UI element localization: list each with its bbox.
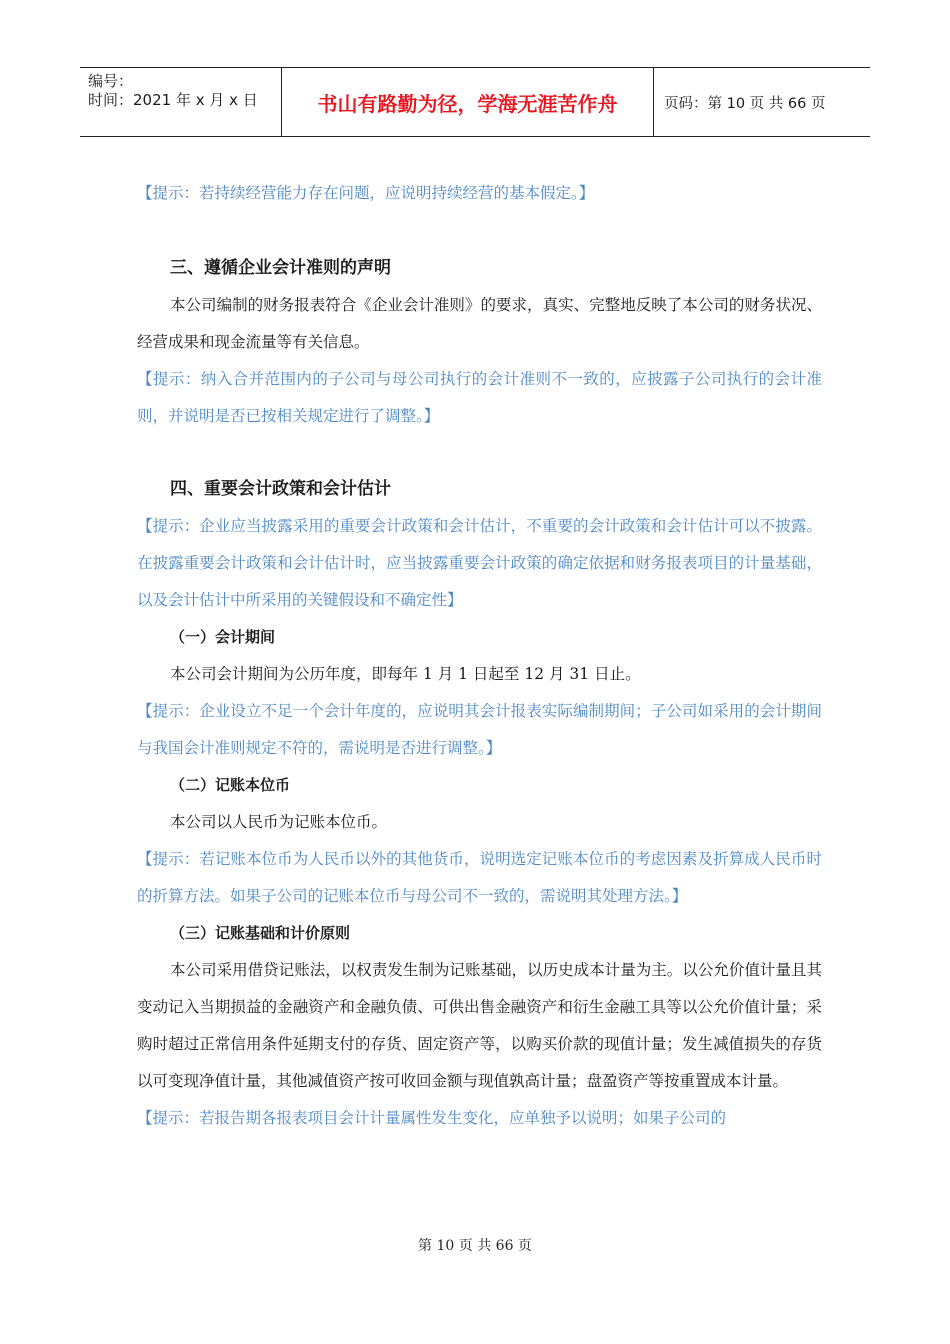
document-header [80, 67, 870, 137]
subsection-1-text: 本公司会计期间为公历年度，即每年 1 月 1 日起至 12 月 31 日止。 [170, 665, 641, 683]
section-3-title: 三、遵循企业会计准则的声明 [170, 258, 391, 278]
section-3-text: 本公司编制的财务报表符合《企业会计准则》的要求，真实、完整地反映了本公司的财务状况、经营成果和现金流量等有关信息。 [137, 296, 822, 351]
subsection-3-title: （三）记账基础和计价原则 [170, 924, 351, 942]
section-4-hint: 【提示：企业应当披露采用的重要会计政策和会计估计，不重要的会计政策和会计估计可以不披露。在披露重要会计政策和会计估计时，应当披露重要会计政策的确定依据和财务报表项目的计量基础，以及会计估计中所采用的关键假设和不确定性】 [137, 517, 822, 609]
header-page-number: 页码：第 10 页 共 66 页 [664, 95, 826, 112]
hint-going-concern: 【提示：若持续经营能力存在问题，应说明持续经营的基本假定。】 [137, 184, 595, 202]
header-meta [80, 68, 282, 136]
subsection-2-text: 本公司以人民币为记账本位币。 [170, 813, 388, 831]
subsection-1-hint: 【提示：企业设立不足一个会计年度的，应说明其会计报表实际编制期间；子公司如采用的会计期间与我国会计准则规定不符的，需说明是否进行调整。】 [137, 702, 822, 757]
subsection-1-title: （一）会计期间 [170, 628, 276, 646]
time-label: 时间：2021 年 x 月 x 日 [88, 91, 258, 109]
subsection-3-text: 本公司采用借贷记账法，以权责发生制为记账基础，以历史成本计量为主。以公允价值计量且其变动记入当期损益的金融资产和金融负债、可供出售金融资产和衍生金融工具等以公允价值计量；采购时超过正常信用条件延期支付的存货、固定资产等，以购买价款的现值计量；发生减值损失的存货以可变现净值计量，其他减值资产按可收回金额与现值孰高计量；盘盈资产等按重置成本计量。 [137, 961, 822, 1090]
section-3-hint: 【提示：纳入合并范围内的子公司与母公司执行的会计准则不一致的，应披露子公司执行的会计准则，并说明是否已按相关规定进行了调整。】 [137, 370, 822, 425]
section-4-title: 四、重要会计政策和会计估计 [170, 479, 391, 499]
document-body [137, 175, 822, 1137]
subsection-3-hint: 【提示：若报告期各报表项目会计计量属性发生变化，应单独予以说明；如果子公司的 [137, 1109, 727, 1127]
page-footer: 第 10 页 共 66 页 [418, 1238, 532, 1254]
header-motto: 书山有路勤为径，学海无涯苦作舟 [282, 68, 654, 136]
number-label: 编号： [88, 72, 134, 90]
subsection-2-hint: 【提示：若记账本位币为人民币以外的其他货币，说明选定记账本位币的考虑因素及折算成人民币时的折算方法。如果子公司的记账本位币与母公司不一致的，需说明其处理方法。】 [137, 850, 822, 905]
subsection-2-title: （二）记账本位币 [170, 776, 291, 794]
